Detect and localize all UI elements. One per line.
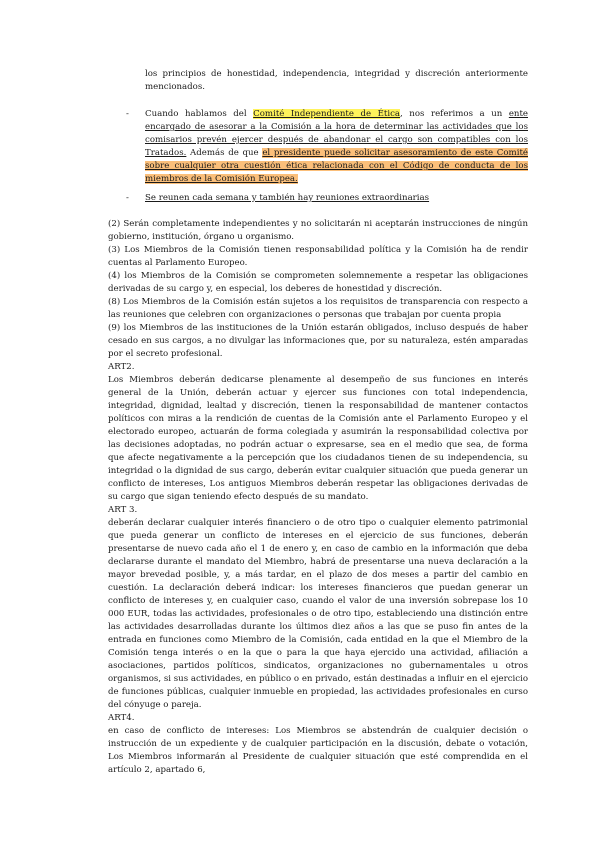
- paragraph: (2) Serán completamente independientes y no solicitarán ni aceptarán instrucciones de ningún gobierno, institución, órgano u organismo.: [108, 219, 528, 242]
- text-span: , nos referimos a un: [400, 109, 509, 119]
- bullet-item: [126, 108, 528, 186]
- paragraph: deberán declarar cualquier interés financiero o de otro tipo o cualquier elemento patrimonial que pueda generar un conflicto de intereses en el ejercicio de sus funciones, deberán presentarse de nuevo cada año el 1 de enero y, en caso de cambio en la información que deba declararse durante el mandato del Miembro, habrá de presentarse una nueva declaración a la mayor brevedad posible, y, a más tardar, en el plazo de dos meses a partir del cambio en cuestión. La declaración deberá indicar: los intereses financieros que puedan generar un conflicto de intereses y, en cualquier caso, cuando el valor de una inversión sobrepase los 10 000 EUR, todas las actividades, profesionales o de otro tipo, estableciendo una distinción entre las actividades desarrolladas durante los últimos diez años a las que se puso fin antes de la entrada en funciones como Miembro de la Comisión, cada entidad en la que el Miembro de la Comisión tenga interés o en la que o para la que haya ejercido una actividad, afiliación a asociaciones, partidos políticos, sindicatos, organizaciones no gubernamentales u otros organismos, si sus actividades, en público o en privado, están destinadas a influir en el ejercicio de funciones públicas, cualquier inmueble en propiedad, las actividades profesionales en curso del cónyuge o pareja.: [108, 518, 528, 710]
- bullet-text: [145, 108, 528, 186]
- bullet-item: [126, 192, 528, 205]
- body-text: [108, 218, 528, 777]
- paragraph: (8) Los Miembros de la Comisión están sujetos a los requisitos de transparencia con respecto a las reuniones que celebren con organizaciones o personas que trabajan por cuenta propia: [108, 297, 528, 320]
- highlighted-span: ente encargado de asesorar a la Comisión a la hora de determinar las actividades que los comisarios prevén ejercer después de abandonar el cargo son compatibles con los Tratados.: [145, 109, 528, 158]
- paragraph: (3) Los Miembros de la Comisión tienen responsabilidad política y la Comisión ha de rendir cuentas al Parlamento Europeo.: [108, 245, 528, 268]
- bullet-dash: -: [126, 109, 129, 119]
- highlighted-span: el presidente puede solicitar asesoramiento de este Comité sobre cualquier otra cuestión ética relacionada con el Código de conducta de los miembros de la Comisión Europea.: [145, 148, 528, 184]
- bullet-list: [126, 108, 528, 207]
- text-span: Además de que: [186, 148, 263, 158]
- paragraph: ART 3.: [108, 505, 138, 515]
- paragraph: en caso de conflicto de intereses: Los Miembros se abstendrán de cualquier decisión o instrucción de un expediente y de cualquier participación en la discusión, debate o votación, Los Miembros informarán al Presidente de cualquier situación que esté comprendida en el artículo 2, apartado 6,: [108, 726, 528, 775]
- paragraph: (4) los Miembros de la Comisión se comprometen solemnemente a respetar las obligaciones derivadas de su cargo y, en especial, los deberes de honestidad y discreción.: [108, 271, 528, 294]
- bullet-dash: -: [126, 193, 129, 203]
- paragraph: Los Miembros deberán dedicarse plenamente al desempeño de sus funciones en interés general de la Unión, deberán actuar y ejercer sus funciones con total independencia, integridad, dignidad, lealtad y discreción, tienen la responsabilidad de mantener contactos políticos con miras a la rendición de cuentas de la Comisión ante el Parlamento Europeo y el electorado europeo, actuarán de forma colegiada y asumirán la responsabilidad colectiva por las decisiones adoptadas, no podrán actuar o expresarse, sea en el medio que sea, de forma que afecte negativamente a la percepción que los ciudadanos tienen de su independencia, su integridad o la dignidad de sus cargo, deberán evitar cualquier situación que pueda generar un conflicto de intereses, Los antiguos Miembros deberán respetar las obligaciones derivadas de su cargo que sigan teniendo efecto después de su mandato.: [108, 375, 528, 502]
- paragraph: ART4.: [108, 713, 135, 723]
- highlighted-span: Comité Independiente de Ética: [253, 109, 401, 119]
- text-span: Cuando hablamos del: [145, 109, 254, 119]
- highlighted-span: Se reunen cada semana y también hay reuniones extraordinarias: [145, 193, 430, 203]
- intro-text: los principios de honestidad, independencia, integridad y discreción anteriormente mencionados.: [145, 69, 528, 92]
- paragraph: (9) los Miembros de las instituciones de la Unión estarán obligados, incluso después de haber cesado en sus cargos, a no divulgar las informaciones que, por su naturaleza, estén amparadas por el secreto profesional.: [108, 323, 528, 359]
- bullet-text: [145, 192, 528, 205]
- paragraph: ART2.: [108, 362, 135, 372]
